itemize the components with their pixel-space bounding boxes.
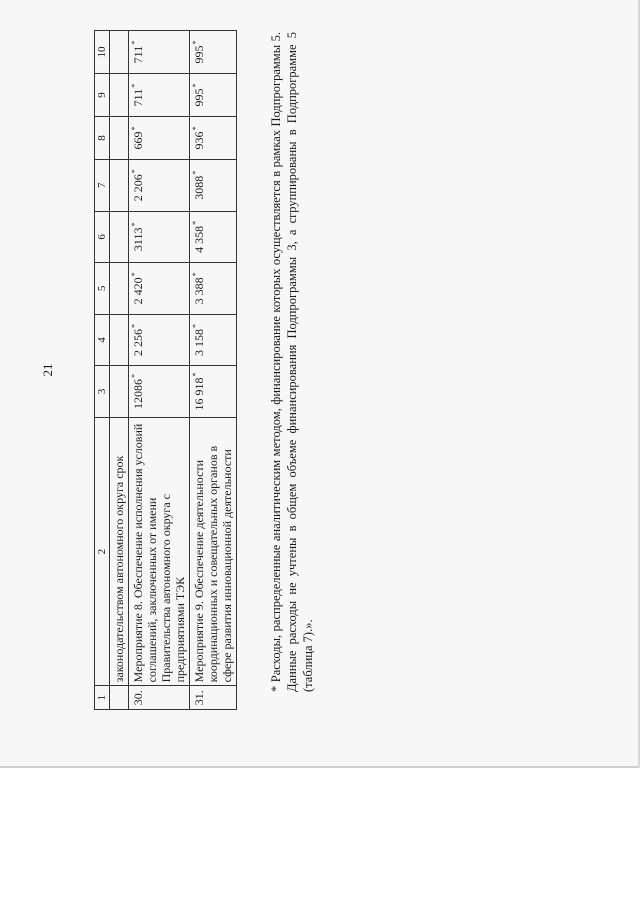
footnote-marker: * [191,323,200,328]
footnote-marker: * [130,40,139,45]
table-cell [110,31,129,74]
row-number: 31. [190,686,237,710]
column-header: 7 [95,159,110,211]
column-header: 1 [95,686,110,710]
value-cell: 12086* [129,366,190,418]
row-description: Мероприятие 9. Обеспечение деятельности координационных и совещательных органов в сфере развития инновационной деятельности [190,417,237,686]
table-cell [110,366,129,418]
table-cell [110,314,129,366]
footnote-marker: * [130,323,139,328]
page-number: 21 [40,363,55,377]
footnote-marker: * [191,40,200,45]
row-number: 30. [129,686,190,710]
table-row [190,31,237,710]
rotated-page-content [20,20,560,740]
footnote-marker: * [191,272,200,277]
table-row [129,31,190,710]
table-cell [110,159,129,211]
table-cell [110,686,129,710]
column-header: 5 [95,263,110,315]
table-cell [110,74,129,117]
table-cell [110,263,129,315]
value-cell: 711* [129,31,190,74]
scan-bottom-margin [0,768,640,905]
column-header: 8 [95,117,110,160]
footnote-marker: * [191,126,200,131]
column-header: 10 [95,31,110,74]
value-cell: 995* [190,74,237,117]
value-cell: 4 358* [190,211,237,263]
value-cell: 16 918* [190,366,237,418]
column-header: 3 [95,366,110,418]
footnote-marker: * [191,372,200,377]
footnote-marker: * [191,83,200,88]
value-cell: 2 420* [129,263,190,315]
footnote-text: * Расходы, распределенные аналитическим методом, финансирование которых осуществляется в рамках Подпрограммы 5. Данные расходы не учтены в общем объеме финансирования Подпрограммы 3, а сгруппированы в Подпрограмме 5 (таблица 7).». [269,32,315,692]
column-header: 2 [95,417,110,686]
continuation-text: законодательством автономного округа срок [110,417,129,686]
table-header-row [95,31,110,710]
value-cell: 995* [190,31,237,74]
table-row-continuation [110,31,129,710]
value-cell: 711* [129,74,190,117]
footnote-marker: * [130,374,139,379]
footnote-marker: * [191,170,200,175]
value-cell: 3113* [129,211,190,263]
column-header: 9 [95,74,110,117]
table-cell [110,211,129,263]
footnote-marker: * [130,169,139,174]
footnote-marker: * [130,126,139,131]
column-header: 4 [95,314,110,366]
value-cell: 3 158* [190,314,237,366]
table-cell [110,117,129,160]
value-cell: 3 388* [190,263,237,315]
value-cell: 669* [129,117,190,160]
value-cell: 3088* [190,159,237,211]
row-description: Мероприятие 8. Обеспечение исполнения условий соглашений, заключенных от имени Правительства автономного округа с предприятиями ТЭК [129,417,190,686]
footnote-marker: * [130,222,139,227]
column-header: 6 [95,211,110,263]
footnote-marker: * [130,272,139,277]
value-cell: 2 206* [129,159,190,211]
expenses-table [94,30,237,710]
footnote-marker: * [130,83,139,88]
value-cell: 936* [190,117,237,160]
footnote-marker: * [191,220,200,225]
value-cell: 2 256* [129,314,190,366]
